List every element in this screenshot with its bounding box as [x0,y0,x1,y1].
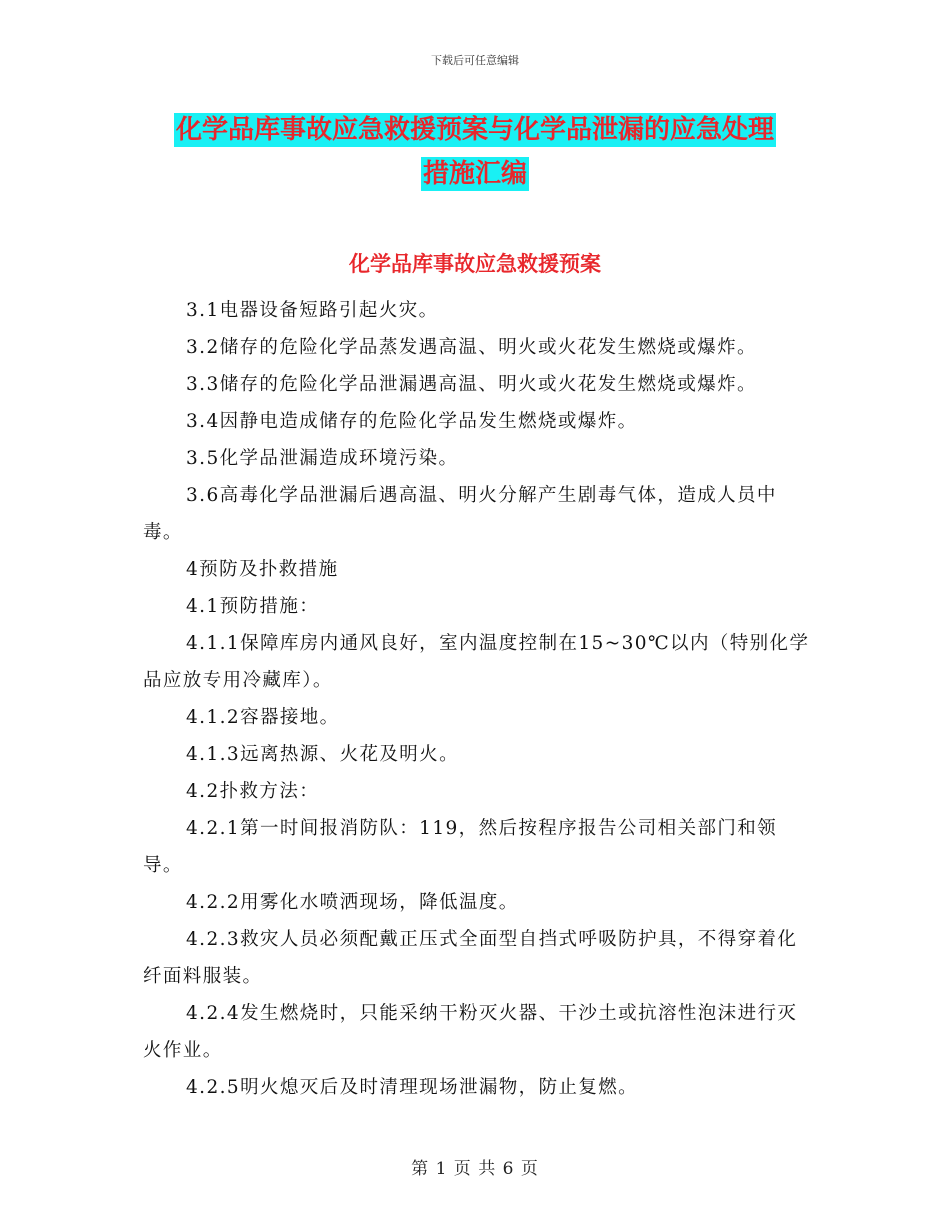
paragraph: 3.5化学品泄漏造成环境污染。 [186,448,459,469]
document-title-line-1: 化学品库事故应急救援预案与化学品泄漏的应急处理 [175,115,774,145]
paragraph: 4.1.2容器接地。 [186,707,340,728]
paragraph: 4.2扑救方法： [186,781,320,802]
paragraph: 4.2.1第一时间报消防队：119，然后按程序报告公司相关部门和领导。 [143,818,778,876]
paragraph: 4预防及扑救措施 [186,559,339,580]
page-number: 第 1 页 共 6 页 [411,1159,539,1179]
paragraph: 3.1电器设备短路引起火灾。 [186,300,439,321]
page-header-note: 下载后可任意编辑 [431,54,519,67]
paragraph: 3.3储存的危险化学品泄漏遇高温、明火或火花发生燃烧或爆炸。 [186,374,757,395]
paragraph: 3.6高毒化学品泄漏后遇高温、明火分解产生剧毒气体，造成人员中毒。 [143,485,777,543]
paragraph: 4.2.4发生燃烧时，只能采纳干粉灭火器、干沙土或抗溶性泡沫进行灭火作业。 [143,1003,798,1061]
paragraph: 4.1预防措施： [186,596,320,617]
paragraph: 4.2.5明火熄灭后及时清理现场泄漏物，防止复燃。 [186,1077,639,1098]
document-body [143,292,810,1106]
paragraph: 4.2.3救灾人员必须配戴正压式全面型自挡式呼吸防护具，不得穿着化纤面料服装。 [143,929,798,987]
document-title [0,108,950,196]
section-heading: 化学品库事故应急救援预案 [349,252,601,276]
paragraph: 4.1.3远离热源、火花及明火。 [186,744,459,765]
paragraph: 3.4因静电造成储存的危险化学品发生燃烧或爆炸。 [186,411,638,432]
document-title-line-2: 措施汇编 [422,159,527,189]
paragraph: 4.1.1保障库房内通风良好，室内温度控制在15~30℃以内（特别化学品应放专用冷藏库）。 [143,633,810,691]
paragraph: 3.2储存的危险化学品蒸发遇高温、明火或火花发生燃烧或爆炸。 [186,337,757,358]
paragraph: 4.2.2用雾化水喷洒现场，降低温度。 [186,892,519,913]
